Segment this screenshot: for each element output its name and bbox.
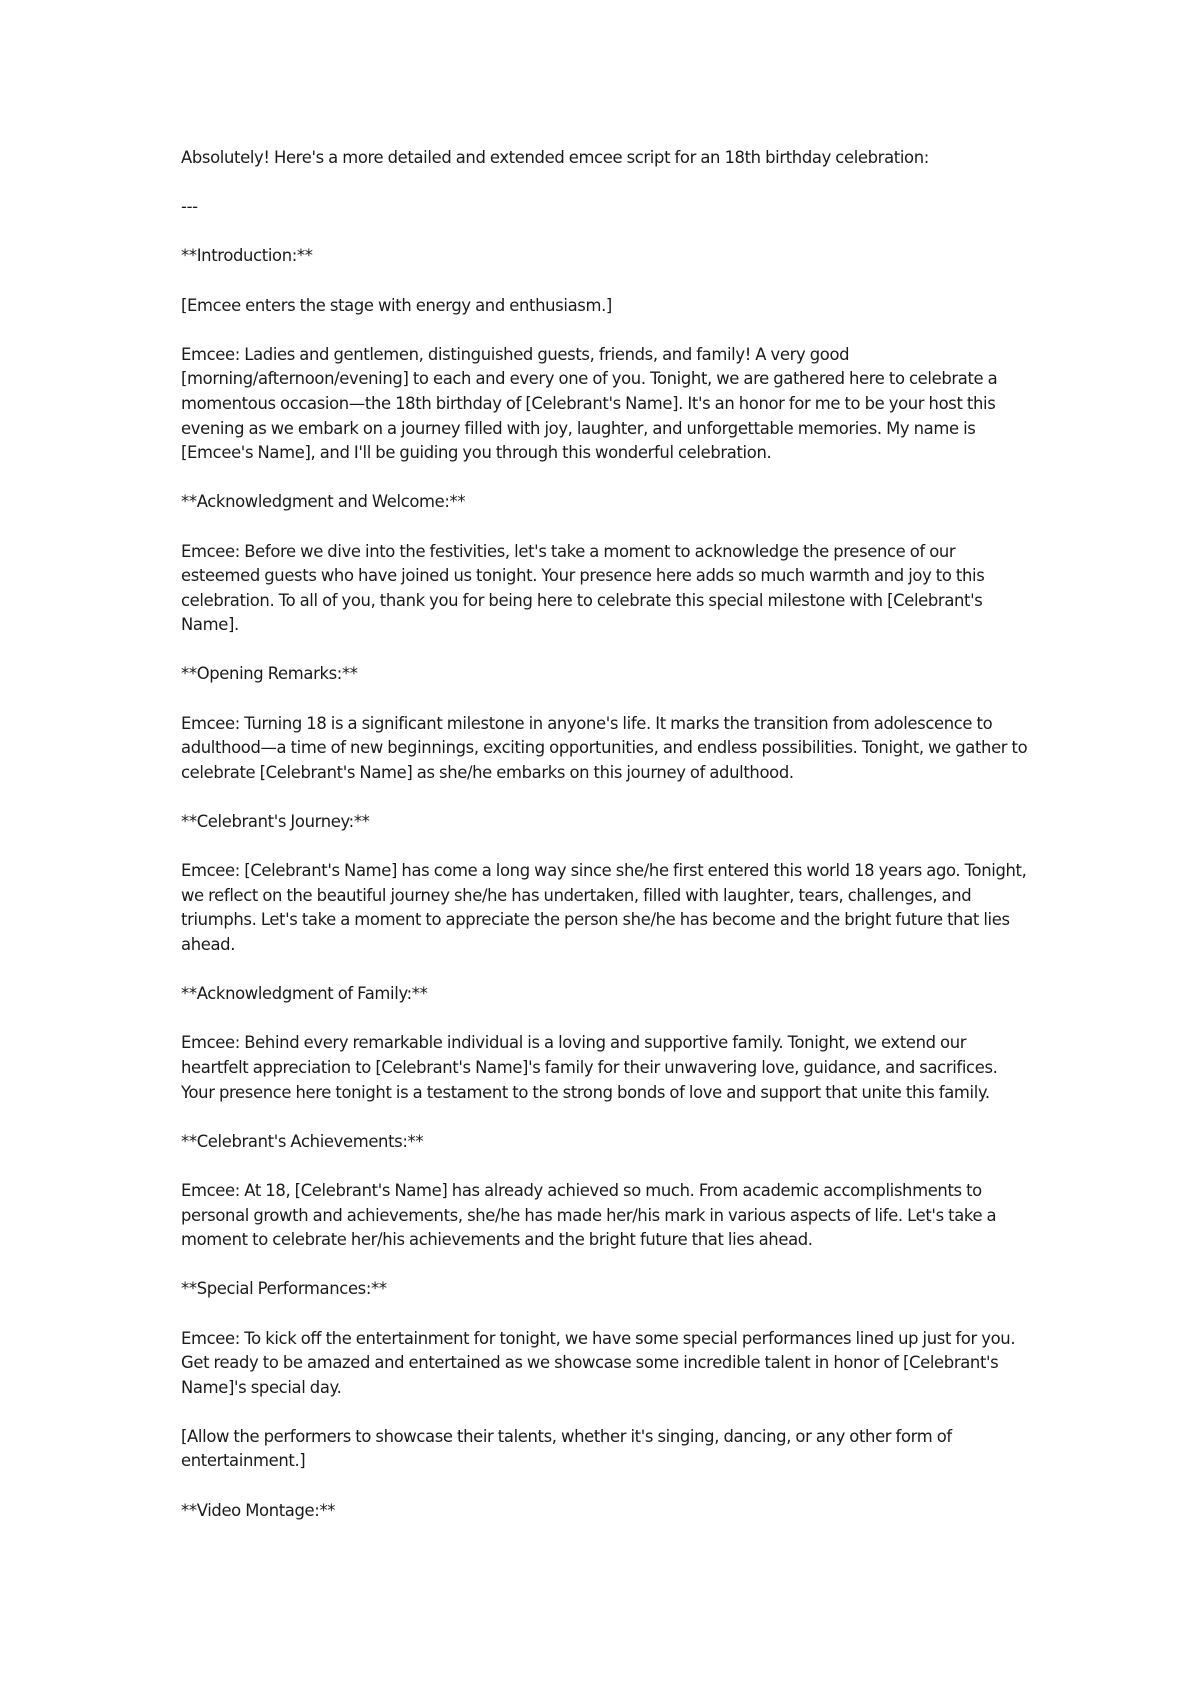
acknowledgment-heading: **Acknowledgment and Welcome:** bbox=[181, 492, 466, 512]
special-performances-heading: **Special Performances:** bbox=[181, 1279, 387, 1299]
achievements-paragraph: Emcee: At 18, [Celebrant's Name] has already achieved so much. From academic accomplishments to personal growth and achievements, she/he has made her/his mark in various aspects of life. Let's take a moment to celebrate her/his achievements and the bright future that lies ahead. bbox=[181, 1180, 997, 1250]
video-montage-heading: **Video Montage:** bbox=[181, 1500, 336, 1520]
opening-remarks-heading: **Opening Remarks:** bbox=[181, 664, 358, 684]
introduction-stage-direction: [Emcee enters the stage with energy and enthusiasm.] bbox=[181, 295, 612, 315]
intro-paragraph: Absolutely! Here's a more detailed and extended emcee script for an 18th birthday celebration: bbox=[181, 148, 929, 167]
opening-remarks-paragraph: Emcee: Turning 18 is a significant milestone in anyone's life. It marks the transition from adolescence to adulthood—a time of new beginnings, exciting opportunities, and endless possibilities. Tonight, we gather to celebrate [Celebrant's Name] as she/he embarks on this journey of adulthood. bbox=[181, 713, 1028, 782]
document-body bbox=[181, 146, 1031, 1548]
family-acknowledgment-paragraph: Emcee: Behind every remarkable individual is a loving and supportive family. Tonight, we extend our heartfelt appreciation to [Celebrant's Name]'s family for their unwavering love, guidance, and sacrifices. Your presence here tonight is a testament to the strong bonds of love and support that unite this family. bbox=[181, 1033, 998, 1102]
introduction-heading: **Introduction:** bbox=[181, 246, 313, 266]
acknowledgment-paragraph: Emcee: Before we dive into the festivities, let's take a moment to acknowledge the presence of our esteemed guests who have joined us tonight. Your presence here adds so much warmth and joy to this celebration. To all of you, thank you for being here to celebrate this special milestone with [Celebrant's Name]. bbox=[181, 541, 985, 635]
introduction-paragraph: Emcee: Ladies and gentlemen, distinguished guests, friends, and family! A very good [morning/afternoon/evening] to each and every one of you. Tonight, we are gathered here to celebrate a momentous occasion—the 18th birthday of [Celebrant's Name]. It's an honor for me to be your host this evening as we embark on a journey filled with joy, laughter, and unforgettable memories. My name is [Emcee's Name], and I'll be guiding you through this wonderful celebration. bbox=[181, 344, 998, 463]
celebrant-journey-heading: **Celebrant's Journey:** bbox=[181, 812, 370, 832]
celebrant-journey-paragraph: Emcee: [Celebrant's Name] has come a long way since she/he first entered this world 18 years ago. Tonight, we reflect on the beautiful journey she/he has undertaken, filled with laughter, tears, challenges, and triumphs. Let's take a moment to appreciate the person she/he has become and the bright future that lies ahead. bbox=[181, 861, 1027, 954]
achievements-heading: **Celebrant's Achievements:** bbox=[181, 1131, 424, 1151]
separator-line: --- bbox=[181, 197, 198, 217]
family-acknowledgment-heading: **Acknowledgment of Family:** bbox=[181, 984, 428, 1004]
performances-stage-direction: [Allow the performers to showcase their talents, whether it's singing, dancing, or any other form of entertainment.] bbox=[181, 1426, 952, 1471]
special-performances-paragraph: Emcee: To kick off the entertainment for tonight, we have some special performances lined up just for you. Get ready to be amazed and entertained as we showcase some incredible talent in honor of [Celebrant's Name]'s special day. bbox=[181, 1328, 1016, 1397]
